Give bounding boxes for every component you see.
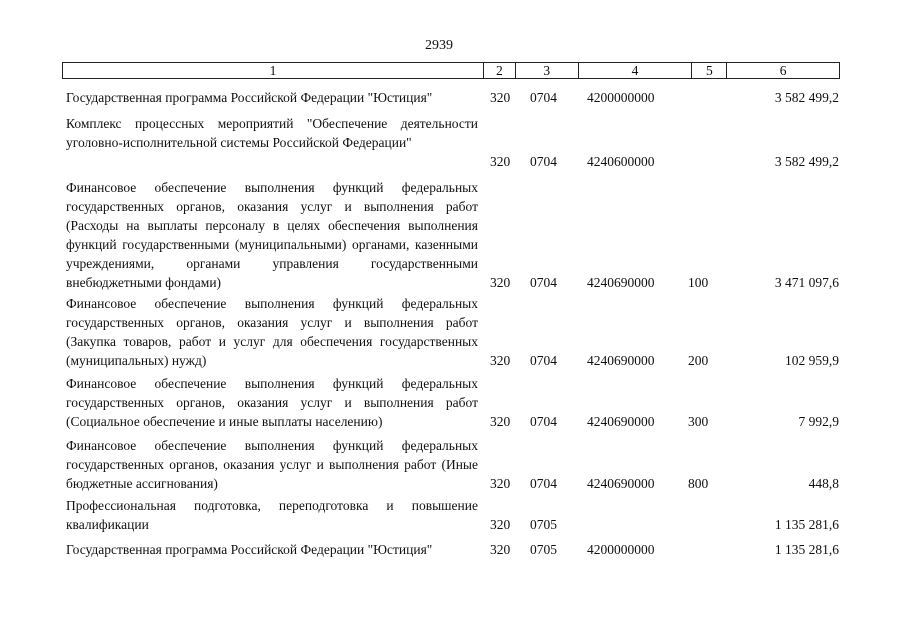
row-gr: 320 <box>490 154 511 169</box>
row-vr: 200 <box>688 353 709 368</box>
row-vr: 100 <box>688 275 709 290</box>
row-vr: 800 <box>688 476 709 491</box>
row-description: Комплекс процессных мероприятий "Обеспечение деятельности уголовно-исполнительной системы Российской Федерации" <box>66 116 478 150</box>
row-cs: 4240690000 <box>587 414 655 429</box>
table-row <box>0 496 905 540</box>
row-cs: 4200000000 <box>587 542 655 557</box>
table-body <box>0 88 905 566</box>
row-description: Государственная программа Российской Федерации "Юстиция" <box>66 542 433 557</box>
row-description: Профессиональная подготовка, переподготовка и повышение квалификации <box>66 498 478 532</box>
table-row <box>0 540 905 566</box>
row-sum: 1 135 281,6 <box>774 517 839 532</box>
row-rz: 0704 <box>530 90 557 105</box>
row-sum: 7 992,9 <box>798 414 839 429</box>
header-col-2: 2 <box>484 63 516 78</box>
row-gr: 320 <box>490 353 511 368</box>
table-row <box>0 114 905 178</box>
table-row <box>0 436 905 496</box>
row-description: Финансовое обеспечение выполнения функций федеральных государственных органов, оказания услуг и выполнения работ (Социальное обеспечение и иные выплаты населению) <box>66 376 478 429</box>
row-gr: 320 <box>490 414 511 429</box>
table-row <box>0 178 905 294</box>
table-row <box>0 294 905 374</box>
row-rz: 0704 <box>530 476 557 491</box>
row-cs: 4240690000 <box>587 476 655 491</box>
row-rz: 0705 <box>530 517 557 532</box>
row-gr: 320 <box>490 542 511 557</box>
header-col-1: 1 <box>63 63 484 78</box>
row-vr: 300 <box>688 414 709 429</box>
row-sum: 448,8 <box>808 476 839 491</box>
row-description: Государственная программа Российской Федерации "Юстиция" <box>66 90 433 105</box>
row-description: Финансовое обеспечение выполнения функций федеральных государственных органов, оказания услуг и выполнения работ (Иные бюджетные ассигнования) <box>66 438 478 491</box>
table-row <box>0 88 905 114</box>
header-col-4: 4 <box>579 63 693 78</box>
row-rz: 0705 <box>530 542 557 557</box>
row-description: Финансовое обеспечение выполнения функций федеральных государственных органов, оказания услуг и выполнения работ (Расходы на выплаты персоналу в целях обеспечения выполнения функций государственными (муниципальными) органами, казенными учреждениями, органами управления государственными внебюджетными фондами) <box>66 180 478 290</box>
row-gr: 320 <box>490 90 511 105</box>
row-gr: 320 <box>490 275 511 290</box>
row-sum: 3 582 499,2 <box>774 90 839 105</box>
page-number: 2939 <box>425 38 453 53</box>
row-cs: 4240690000 <box>587 353 655 368</box>
row-rz: 0704 <box>530 353 557 368</box>
row-rz: 0704 <box>530 275 557 290</box>
table-row <box>0 374 905 436</box>
row-gr: 320 <box>490 476 511 491</box>
row-gr: 320 <box>490 517 511 532</box>
row-sum: 102 959,9 <box>785 353 839 368</box>
row-cs: 4240600000 <box>587 154 655 169</box>
header-col-5: 5 <box>692 63 727 78</box>
table-header <box>62 62 840 79</box>
row-rz: 0704 <box>530 154 557 169</box>
row-sum: 3 471 097,6 <box>774 275 839 290</box>
row-rz: 0704 <box>530 414 557 429</box>
header-col-6: 6 <box>779 63 787 78</box>
row-cs: 4240690000 <box>587 275 655 290</box>
row-sum: 1 135 281,6 <box>774 542 839 557</box>
row-cs: 4200000000 <box>587 90 655 105</box>
row-description: Финансовое обеспечение выполнения функций федеральных государственных органов, оказания услуг и выполнения работ (Закупка товаров, работ и услуг для обеспечения государственных (муниципальных) нужд) <box>66 296 478 368</box>
row-sum: 3 582 499,2 <box>774 154 839 169</box>
header-col-3: 3 <box>516 63 579 78</box>
